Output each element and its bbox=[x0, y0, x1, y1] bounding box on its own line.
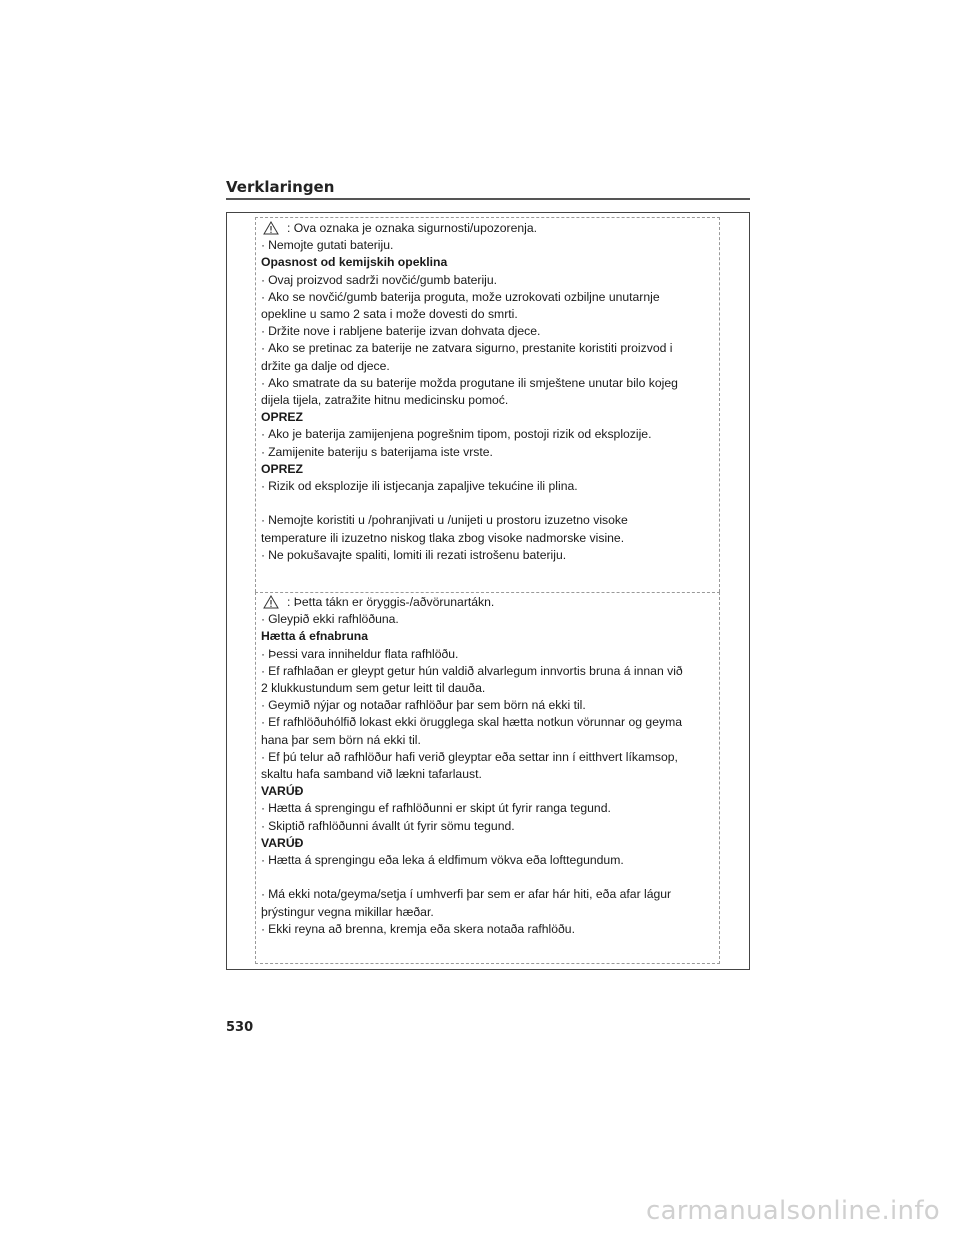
list-item-continuation: 2 klukkustundum sem getur leitt til dauða. bbox=[261, 681, 486, 696]
warning-line-text: : Þetta tákn er öryggis-/aðvörunartákn. bbox=[287, 595, 495, 609]
section-heading: Hætta á efnabruna bbox=[261, 629, 368, 644]
page-number: 530 bbox=[226, 1020, 254, 1035]
section-heading: Opasnost od kemijskih opeklina bbox=[261, 255, 448, 270]
caution-heading: VARÚÐ bbox=[261, 784, 304, 799]
list-item-continuation: držite ga dalje od djece. bbox=[261, 358, 390, 373]
list-item-continuation: dijela tijela, zatražite hitnu medicinsku pomoć. bbox=[261, 393, 509, 408]
list-item: · Skiptið rafhlöðunni ávallt út fyrir sömu tegund. bbox=[261, 818, 716, 835]
list-item: · Ako smatrate da su baterije možda progutane ili smještene unutar bilo kojeg bbox=[261, 375, 716, 392]
list-item: · Nemojte gutati bateriju. bbox=[261, 237, 716, 254]
warning-triangle-icon bbox=[263, 221, 279, 235]
list-item: · Zamijenite bateriju s baterijama iste vrste. bbox=[261, 444, 716, 461]
list-item: · Ovaj proizvod sadrži novčić/gumb bateriju. bbox=[261, 272, 716, 289]
warning-line-text: : Ova oznaka je oznaka sigurnosti/upozorenja. bbox=[287, 221, 537, 235]
watermark-text: carmanualsonline.info bbox=[645, 1196, 940, 1226]
list-item: · Ekki reyna að brenna, kremja eða skera notaða rafhlöðu. bbox=[261, 921, 716, 938]
list-item: · Gleypið ekki rafhlöðuna. bbox=[261, 611, 716, 628]
list-item: · Má ekki nota/geyma/setja í umhverfi þar sem er afar hár hiti, eða afar lágur bbox=[261, 886, 716, 903]
page-title: Verklaringen bbox=[226, 178, 335, 196]
list-item: · Ako je baterija zamijenjena pogrešnim tipom, postoji rizik od eksplozije. bbox=[261, 426, 716, 443]
list-item: · Ef rafhlaðan er gleypt getur hún valdið alvarlegum innvortis bruna á innan við bbox=[261, 663, 716, 680]
caution-heading: OPREZ bbox=[261, 461, 303, 476]
list-item: · Ef rafhlöðuhólfið lokast ekki örugglega skal hætta notkun vörunnar og geyma bbox=[261, 714, 716, 731]
icelandic-warning-line bbox=[261, 594, 716, 611]
list-item: · Ef þú telur að rafhlöður hafi verið gleyptar eða settar inn í eitthvert líkamsop, bbox=[261, 749, 716, 766]
list-item-continuation: hana þar sem börn ná ekki til. bbox=[261, 732, 421, 747]
list-item: · Nemojte koristiti u /pohranjivati u /unijeti u prostoru izuzetno visoke bbox=[261, 512, 716, 529]
list-item-continuation: þrýstingur vegna mikillar hæðar. bbox=[261, 904, 434, 919]
icelandic-block bbox=[261, 594, 716, 938]
caution-heading: OPREZ bbox=[261, 410, 303, 425]
list-item-continuation: opekline u samo 2 sata i može dovesti do smrti. bbox=[261, 307, 518, 322]
warning-triangle-icon bbox=[263, 595, 279, 609]
list-item: · Rizik od eksplozije ili istjecanja zapaljive tekućine ili plina. bbox=[261, 478, 716, 495]
list-item-continuation: skaltu hafa samband við lækni tafarlaust. bbox=[261, 767, 482, 782]
list-item: · Ako se novčić/gumb baterija proguta, može uzrokovati ozbiljne unutarnje bbox=[261, 289, 716, 306]
caution-heading: VARÚÐ bbox=[261, 835, 304, 850]
croatian-warning-line bbox=[261, 220, 716, 237]
title-rule bbox=[226, 198, 750, 200]
list-item: · Hætta á sprengingu eða leka á eldfimum vökva eða lofttegundum. bbox=[261, 852, 716, 869]
list-item: · Ako se pretinac za baterije ne zatvara sigurno, prestanite koristiti proizvod i bbox=[261, 340, 716, 357]
list-item: · Ne pokušavajte spaliti, lomiti ili rezati istrošenu bateriju. bbox=[261, 547, 716, 564]
croatian-block bbox=[261, 220, 716, 564]
list-item: · Þessi vara inniheldur flata rafhlöðu. bbox=[261, 646, 716, 663]
list-item: · Geymið nýjar og notaðar rafhlöður þar sem börn ná ekki til. bbox=[261, 697, 716, 714]
list-item: · Držite nove i rabljene baterije izvan dohvata djece. bbox=[261, 323, 716, 340]
list-item-continuation: temperature ili izuzetno niskog tlaka zbog visoke nadmorske visine. bbox=[261, 530, 625, 545]
list-item: · Hætta á sprengingu ef rafhlöðunni er skipt út fyrir ranga tegund. bbox=[261, 800, 716, 817]
